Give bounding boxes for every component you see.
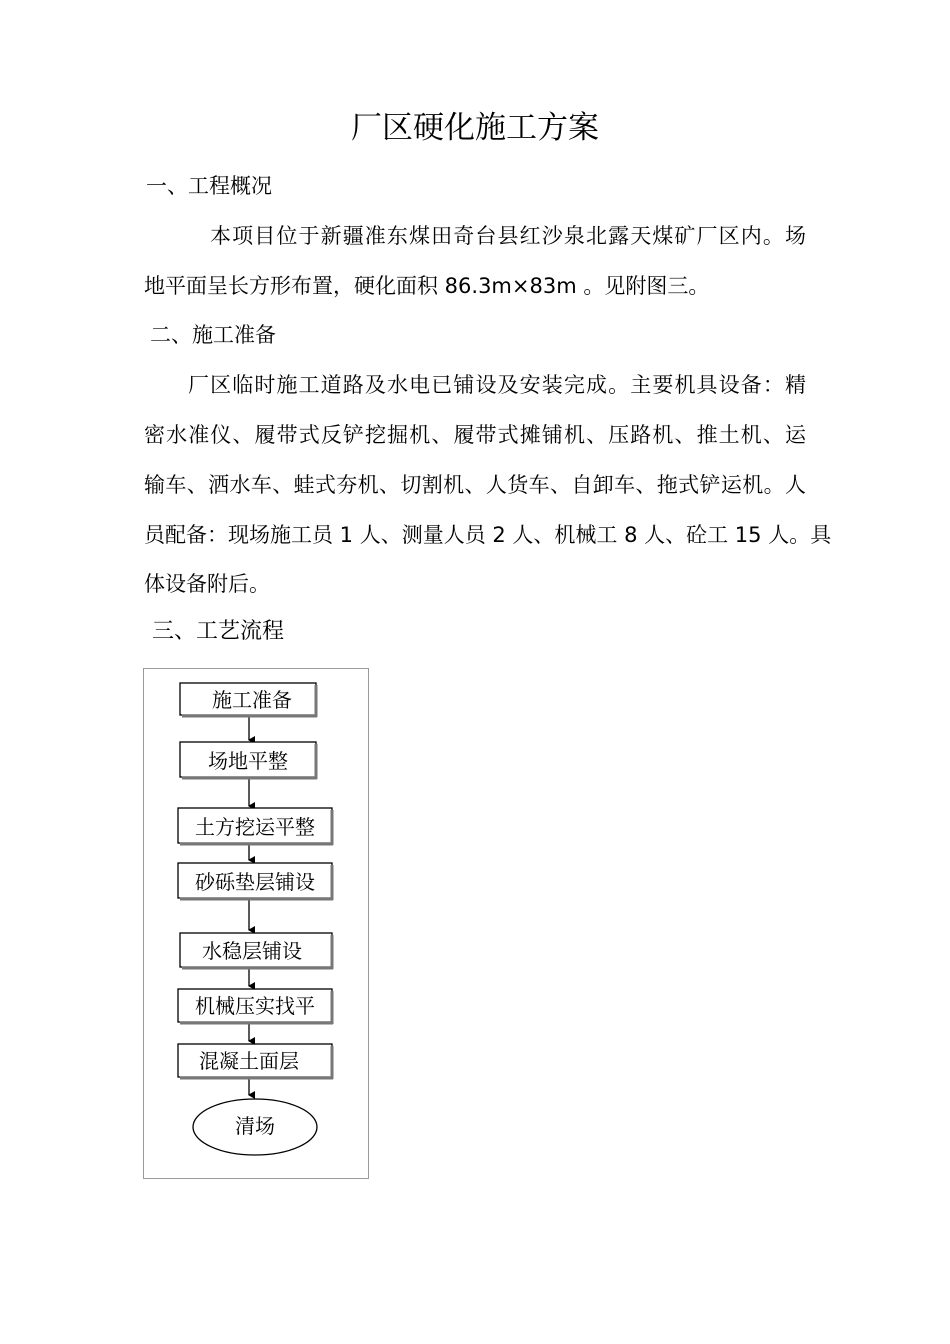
overview-line-1: 本项目位于新疆准东煤田奇台县红沙泉北露天煤矿厂区内。场 bbox=[210, 224, 806, 248]
flow-step-4 bbox=[178, 863, 333, 900]
preparation-line-2: 密水准仪、履带式反铲挖掘机、履带式摊铺机、压路机、推土机、运 bbox=[144, 423, 806, 447]
flow-step-1 bbox=[180, 683, 317, 717]
section-heading-preparation: 二、施工准备 bbox=[150, 323, 276, 347]
flow-step-7 bbox=[178, 1044, 333, 1079]
flow-step-3 bbox=[178, 808, 333, 845]
flow-step-2 bbox=[180, 742, 317, 779]
flow-step-4-label: 砂砾垫层铺设 bbox=[195, 870, 315, 894]
flow-step-8 bbox=[193, 1099, 317, 1155]
process-flowchart bbox=[143, 668, 369, 1179]
overview-line-2: 地平面呈长方形布置，硬化面积 86.3m×83m 。见附图三。 bbox=[144, 274, 710, 298]
flow-step-5-label: 水稳层铺设 bbox=[202, 939, 302, 963]
flow-step-2-label: 场地平整 bbox=[208, 749, 288, 773]
document-title: 厂区硬化施工方案 bbox=[351, 110, 599, 146]
flow-step-8-label: 清场 bbox=[235, 1114, 275, 1138]
flow-step-5 bbox=[180, 933, 333, 969]
flow-step-7-label: 混凝土面层 bbox=[199, 1049, 299, 1073]
preparation-line-5: 体设备附后。 bbox=[144, 572, 270, 596]
flow-step-6 bbox=[178, 989, 333, 1024]
preparation-line-4: 员配备：现场施工员 1 人、测量人员 2 人、机械工 8 人、砼工 15 人。具 bbox=[144, 523, 832, 547]
flow-step-3-label: 土方挖运平整 bbox=[195, 815, 315, 839]
section-heading-overview: 一、工程概况 bbox=[146, 174, 272, 198]
preparation-line-3: 输车、洒水车、蛙式夯机、切割机、人货车、自卸车、拖式铲运机。人 bbox=[144, 473, 806, 497]
preparation-line-1: 厂区临时施工道路及水电已铺设及安装完成。主要机具设备：精 bbox=[188, 373, 806, 397]
flow-step-1-label: 施工准备 bbox=[212, 688, 292, 712]
flow-step-6-label: 机械压实找平 bbox=[195, 994, 315, 1018]
section-heading-process-flow: 三、工艺流程 bbox=[152, 619, 285, 644]
